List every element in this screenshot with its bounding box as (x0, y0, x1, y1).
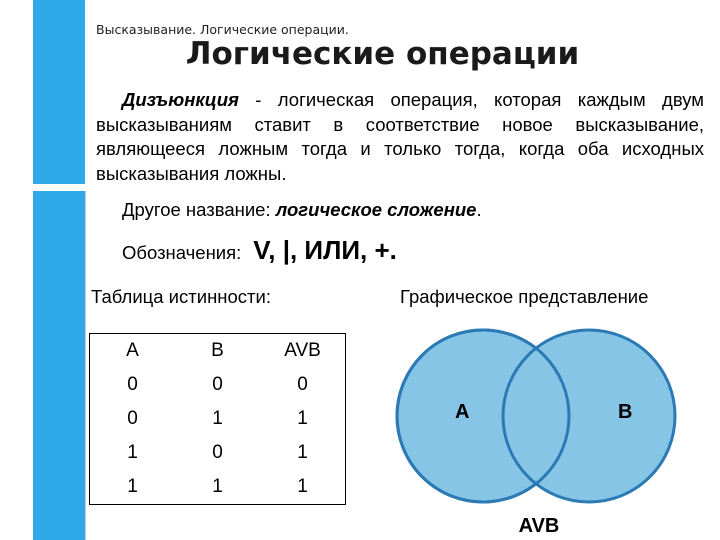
truth-table-header-row (90, 334, 346, 369)
definition-term: Дизъюнкция (122, 89, 239, 110)
definition-text: - логическая операция, которая каждым двум высказываниям ставит в соответствие новое высказывание, являющееся ложным тогда и только тогда, когда оба исходных высказывания ложны. (96, 89, 704, 184)
definition-paragraph (96, 88, 704, 186)
sidebar-divider (85, 191, 86, 540)
table-row (90, 436, 346, 470)
venn-label-b: B (618, 401, 633, 423)
sidebar-decoration (0, 0, 85, 540)
alternate-name-label: Другое название: (122, 199, 276, 220)
breadcrumb: Высказывание. Логические операции. (96, 22, 349, 37)
header-cell-a: A (126, 340, 139, 361)
header-cell-avb: AVB (284, 340, 321, 361)
alternate-name-value: логическое сложение (275, 199, 477, 220)
venn-label-a: A (455, 401, 470, 423)
table-cell: 1 (297, 442, 308, 463)
alternate-name-end: . (476, 199, 482, 220)
table-row (90, 368, 346, 402)
sidebar-bar-bottom (33, 191, 85, 540)
page-title: Логические операции (185, 36, 580, 72)
table-row (90, 470, 346, 505)
graphic-title: Графическое представление (400, 286, 649, 307)
venn-circle-b (503, 330, 675, 502)
table-cell: 1 (297, 476, 308, 497)
venn-diagram (395, 324, 715, 540)
notation-label: Обозначения: (122, 242, 242, 263)
venn-label-union: AVB (518, 515, 560, 537)
table-cell: 1 (127, 442, 138, 463)
alternate-name (122, 199, 482, 221)
table-cell: 0 (212, 374, 223, 395)
truth-table-title: Таблица истинности: (91, 286, 271, 307)
table-cell: 0 (127, 408, 138, 429)
table-cell: 1 (297, 408, 308, 429)
table-cell: 1 (212, 408, 223, 429)
table-cell: 0 (127, 374, 138, 395)
table-cell: 0 (297, 374, 308, 395)
table-row (90, 402, 346, 436)
header-cell-b: B (211, 340, 224, 361)
notation-symbols: V, |, ИЛИ, +. (253, 235, 397, 265)
sidebar-bar-top (33, 0, 85, 184)
table-cell: 0 (212, 442, 223, 463)
notation (122, 235, 397, 266)
table-cell: 1 (212, 476, 223, 497)
table-cell: 1 (127, 476, 138, 497)
truth-table (89, 333, 346, 505)
